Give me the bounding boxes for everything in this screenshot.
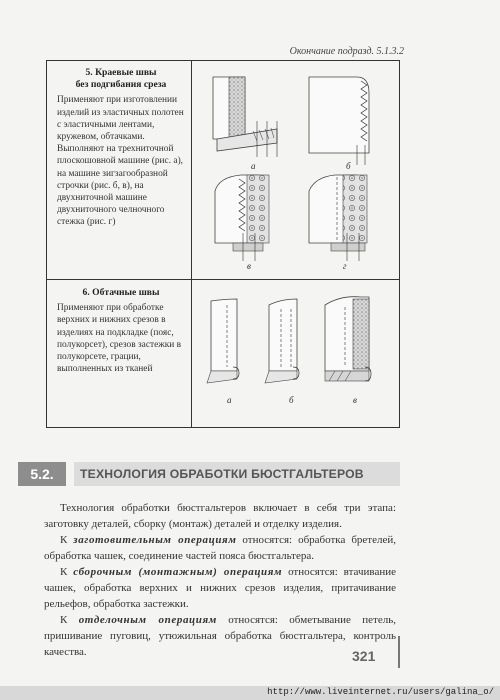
row-title-6: 6. Обтачные швы [82,287,160,298]
row-title-5-line2: без подгибания среза [75,79,167,91]
figure-a-faced [207,299,239,383]
figure-label-a: а [251,161,256,171]
paragraph-assembly [44,564,396,612]
section-title: ТЕХНОЛОГИЯ ОБРАБОТКИ БЮСТГАЛЬТЕРОВ [74,462,400,486]
section-header [18,462,400,486]
page-number-rule [398,636,400,668]
paragraph-preparatory-prefix: К [60,534,74,546]
figure-v-zigzag-lace [215,175,269,261]
figure2-label-b: б [289,395,294,405]
paragraph-preparatory [44,532,396,564]
figure-a-flatlock [213,77,277,157]
term-preparatory-operations: заготовительным операциям [73,534,237,546]
edge-seams-figure [197,73,397,273]
row-title-5 [57,67,185,91]
section-number: 5.2. [18,462,66,486]
term-finishing-operations: отделочным операциям [78,614,217,626]
figure-b-faced [265,299,299,383]
seam-types-table [46,60,400,428]
table-row-text-5 [57,67,185,229]
term-assembly-operations: сборочным (монтажным) операциям [73,566,283,578]
paragraph-finishing-text: относятся: обметывание петель, пришивание пуговиц, утюжильная обработка бюстгальтера, контроль качества. [44,614,396,658]
row-description-5: Применяют при изготовлении изделий из эластичных полотен с эластичными лентами, кружевом, обтачками. Выполняют на трехниточной плоскошовной машине (рис. а), на машине зигзагообразной строчки (рис. б, в), на двухниточной машине двухниточного челночного стежка (рис. г) [57,95,184,228]
paragraph-assembly-text: относятся: втачивание чашек, обработка верхних и нижних срезов изделия, притачивание рельефов, обработка застежки. [44,566,396,610]
paragraph-assembly-prefix: К [60,566,74,578]
paragraph-finishing-prefix: К [60,614,79,626]
figure-label-b: б [346,161,351,171]
row-description-6: Применяют при обработке верхних и нижних срезов в изделиях на подкладке (пояс, полукорсет), срезов застежки в полукорсете, грации, выполненных из тканей [57,303,182,375]
paragraph-intro: Технология обработки бюстгальтеров включает в себя три этапа: заготовку деталей, сборку (монтаж) деталей и отделку изделия. [44,502,396,530]
figure2-label-a: а [227,395,232,405]
table-column-divider [191,61,192,427]
paragraph-finishing [44,612,396,660]
figure-b-zigzag [309,77,369,165]
source-url-link[interactable]: http://www.liveinternet.ru/users/galina_o/ [267,687,494,697]
continuation-note: Окончание подразд. 5.1.3.2 [289,46,404,57]
table-row-text-6 [57,287,185,375]
paragraph-preparatory-text: относятся: обработка бретелей, обработка чашек, соединение частей пояса бюстгальтера. [44,534,396,562]
section-body [44,500,396,660]
figure-label-v: в [247,261,251,271]
figure-v-faced-pleated [325,297,371,381]
footer-bar [0,686,500,700]
table-row-divider [47,279,399,280]
row-title-5-line1: 5. Краевые швы [85,67,157,78]
figure-g-lockstitch [309,175,367,261]
figure2-label-v: в [353,395,357,405]
page-number: 321 [352,648,376,664]
figure-label-g: г [343,261,347,271]
